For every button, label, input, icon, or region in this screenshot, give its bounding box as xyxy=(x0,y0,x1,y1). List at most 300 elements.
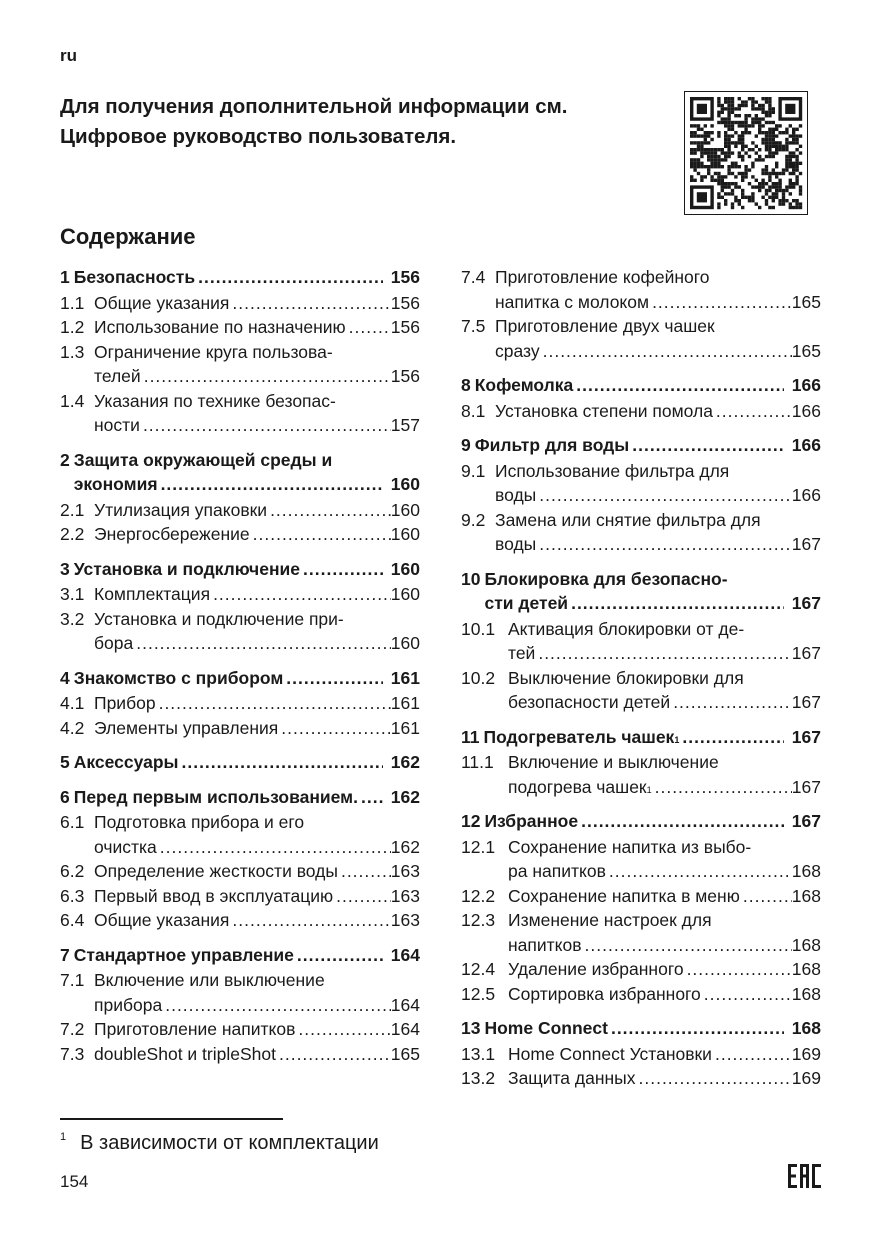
toc-entry-text: Аксессуары xyxy=(73,752,179,772)
toc-entry[interactable] xyxy=(60,340,420,389)
toc-page-number: 165 xyxy=(791,340,821,361)
intro-line-2: Цифровое руководство пользователя. xyxy=(60,125,457,148)
leader-dots xyxy=(283,666,383,691)
toc-section xyxy=(60,785,420,933)
leader-dots xyxy=(229,291,390,316)
toc-entry-line xyxy=(508,859,821,884)
toc-section xyxy=(461,373,821,423)
leader-dots xyxy=(346,315,391,340)
toc-entry-number: 11 xyxy=(461,726,480,747)
toc-entry-line xyxy=(74,265,420,290)
toc-left-column xyxy=(60,265,420,1076)
toc-entry-line xyxy=(508,750,821,775)
toc-entry-title xyxy=(74,666,420,691)
leader-dots xyxy=(582,933,792,958)
toc-section xyxy=(461,567,821,715)
leader-dots xyxy=(338,859,391,884)
toc-entry-number: 9 xyxy=(461,435,471,455)
toc-entry[interactable] xyxy=(60,498,420,523)
leader-dots xyxy=(229,908,390,933)
toc-entry-text: сразу xyxy=(495,340,540,361)
toc-entry[interactable] xyxy=(60,968,420,1017)
toc-section xyxy=(461,809,821,1006)
toc-entry-text: Использование по назначению xyxy=(94,317,346,337)
toc-entry-number: 10.1 xyxy=(461,618,496,639)
toc-entry[interactable] xyxy=(60,1017,420,1042)
toc-entry-text: Использование фильтра для xyxy=(495,460,730,481)
toc-entry-title xyxy=(94,315,420,340)
toc-section xyxy=(461,725,821,800)
toc-entry-title xyxy=(484,725,822,750)
toc-chapter[interactable] xyxy=(461,1016,821,1041)
leader-dots xyxy=(294,943,383,968)
page-number: 154 xyxy=(60,1172,89,1191)
toc-entry-title xyxy=(508,617,821,666)
toc-entry-text: Замена или снятие фильтра для xyxy=(495,509,761,530)
toc-page-number: 160 xyxy=(390,584,420,604)
toc-entry-number: 5 xyxy=(60,752,70,772)
toc-entry-number: 12.1 xyxy=(461,836,496,857)
toc-entry-text: Перед первым использованием. xyxy=(73,786,358,807)
toc-page-number: 165 xyxy=(390,1043,420,1064)
toc-page-number: 165 xyxy=(791,291,821,312)
toc-entry-title xyxy=(475,373,821,398)
toc-entry-text: Фильтр для воды xyxy=(474,435,630,455)
toc-entry-title xyxy=(94,716,420,741)
toc-entry-number: 12.3 xyxy=(461,910,496,930)
toc-page-number: 156 xyxy=(390,267,420,287)
toc-entry-line xyxy=(74,448,420,473)
toc-entry[interactable] xyxy=(461,1042,821,1067)
toc-section xyxy=(60,448,420,547)
toc-entry-line xyxy=(508,908,821,933)
footnote xyxy=(60,1131,379,1155)
toc-entry-text: экономия xyxy=(73,474,158,494)
toc-entry-title xyxy=(508,1066,821,1091)
toc-page-number: 168 xyxy=(791,959,821,979)
toc-page-number: 163 xyxy=(390,910,420,930)
toc-entry[interactable] xyxy=(461,750,821,799)
toc-entry-line xyxy=(94,315,420,340)
toc-page-number: 160 xyxy=(390,499,420,520)
toc-entry-line xyxy=(484,567,821,592)
toc-entry-title xyxy=(94,340,420,389)
toc-entry-line xyxy=(74,943,420,968)
toc-entry-line xyxy=(508,1042,821,1067)
language-label: ru xyxy=(60,46,77,65)
toc-page-number: 168 xyxy=(791,934,821,955)
toc-entry-number: 6.3 xyxy=(60,885,85,906)
toc-page-number: 167 xyxy=(791,811,821,831)
toc-entry[interactable] xyxy=(461,835,821,884)
toc-entry[interactable] xyxy=(60,908,420,933)
leader-dots xyxy=(606,859,792,884)
toc-chapter[interactable] xyxy=(461,373,821,398)
toc-entry[interactable] xyxy=(60,884,420,909)
toc-entry-line xyxy=(495,459,821,484)
toc-entry[interactable] xyxy=(461,908,821,957)
toc-entry-text: Сохранение напитка из выбо- xyxy=(508,836,752,857)
toc-entry-title xyxy=(484,567,821,616)
toc-entry-title xyxy=(94,968,420,1017)
toc-entry-line xyxy=(508,666,821,691)
toc-entry[interactable] xyxy=(60,716,420,741)
toc-entry-line xyxy=(94,993,420,1018)
toc-entry-line xyxy=(495,532,821,557)
toc-page-number: 162 xyxy=(390,836,420,857)
toc-entry-text: Установка и подключение xyxy=(73,558,301,579)
toc-entry-line: Подогреватель чашек 1 ..... 167 xyxy=(484,725,822,750)
toc-entry[interactable] xyxy=(60,291,420,316)
intro-line-1: Для получения дополнительной информации см. xyxy=(60,95,568,118)
toc-entry-title xyxy=(74,265,420,290)
toc-entry-text: воды xyxy=(495,485,537,505)
toc-entry-number: 7 xyxy=(60,944,70,965)
toc-entry[interactable] xyxy=(60,607,420,656)
toc-page-number: 168 xyxy=(791,861,821,881)
toc-entry-text: Включение или выключение xyxy=(94,970,325,990)
toc-entry[interactable] xyxy=(60,810,420,859)
toc-entry-text: прибора xyxy=(94,994,163,1015)
toc-entry[interactable] xyxy=(60,691,420,716)
toc-page-number: 166 xyxy=(791,375,821,395)
toc-entry[interactable] xyxy=(60,582,420,607)
toc-entry-title xyxy=(94,498,420,523)
toc-entry[interactable] xyxy=(60,1042,420,1067)
toc-entry-text: Приготовление напитков xyxy=(94,1019,296,1039)
toc-entry-text: Изменение настроек для xyxy=(508,910,712,930)
leader-dots xyxy=(701,982,792,1007)
toc-entry[interactable] xyxy=(461,617,821,666)
leader-dots xyxy=(178,750,382,775)
toc-page-number: 168 xyxy=(791,983,821,1004)
leader-dots xyxy=(540,339,792,364)
toc-entry-title xyxy=(508,908,821,957)
toc-chapter[interactable] xyxy=(461,725,821,750)
toc-chapter[interactable] xyxy=(461,809,821,834)
toc-entry-line xyxy=(94,522,420,547)
toc-entry-text: Home Connect xyxy=(484,1018,608,1038)
toc-entry-number: 1.2 xyxy=(60,317,85,337)
toc-chapter[interactable] xyxy=(60,785,420,810)
toc-entry-number: 7.1 xyxy=(60,970,85,990)
toc-entry[interactable] xyxy=(461,884,821,909)
toc-entry-number: 10 xyxy=(461,568,481,589)
toc-page-number: 167 xyxy=(791,726,821,747)
toc-entry-title xyxy=(508,957,821,982)
toc-section xyxy=(461,265,821,363)
toc-page-number: 162 xyxy=(390,752,420,772)
toc-chapter[interactable] xyxy=(461,433,821,458)
toc-entry[interactable] xyxy=(461,957,821,982)
leader-dots xyxy=(608,1016,784,1041)
toc-entry-number: 12.2 xyxy=(461,885,496,906)
toc-entry-line xyxy=(508,835,821,860)
toc-section xyxy=(60,943,420,1067)
toc-chapter[interactable] xyxy=(60,265,420,290)
toc-entry-title xyxy=(94,859,420,884)
toc-entry-title xyxy=(508,1042,821,1067)
toc-entry-number: 6.2 xyxy=(60,861,85,881)
leader-dots xyxy=(536,483,792,508)
toc-entry-number: 2.1 xyxy=(60,499,85,520)
toc-page-number: 160 xyxy=(390,474,420,494)
toc-entry-line xyxy=(508,933,821,958)
toc-entry-line xyxy=(94,884,420,909)
toc-entry-number: 12.5 xyxy=(461,983,496,1004)
toc-entry-text: doubleShot и tripleShot xyxy=(94,1043,276,1064)
toc-entry-number: 1.3 xyxy=(60,341,85,362)
toc-entry-line xyxy=(495,314,821,339)
toc-entry-text: Сохранение напитка в меню xyxy=(508,885,740,906)
toc-entry-number: 12 xyxy=(461,811,481,831)
toc-entry-title xyxy=(495,508,821,557)
toc-entry[interactable] xyxy=(461,265,821,314)
toc-entry-line xyxy=(94,291,420,316)
toc-entry-text: Комплектация xyxy=(94,584,211,604)
toc-section xyxy=(461,433,821,557)
toc-entry-number: 3.1 xyxy=(60,584,85,604)
toc-page-number: 160 xyxy=(390,558,420,579)
toc-chapter[interactable] xyxy=(60,943,420,968)
toc-entry-number: 13 xyxy=(461,1018,481,1038)
toc-entry-number: 13.1 xyxy=(461,1043,496,1064)
toc-entry[interactable] xyxy=(60,859,420,884)
toc-section xyxy=(60,750,420,775)
toc-entry[interactable] xyxy=(461,1066,821,1091)
toc-page-number: 167 xyxy=(791,776,821,797)
toc-entry-text: Избранное xyxy=(484,811,579,831)
toc-entry-title xyxy=(94,691,420,716)
toc-entry-title xyxy=(475,433,821,458)
toc-entry-text: Включение и выключение xyxy=(508,752,719,772)
toc-entry-text: Кофемолка xyxy=(474,375,574,395)
leader-dots xyxy=(358,785,383,810)
toc-entry-title xyxy=(495,459,821,508)
toc-entry-number: 8 xyxy=(461,375,471,395)
toc-entry-title xyxy=(94,810,420,859)
toc-entry-title xyxy=(74,750,420,775)
toc-entry-text: Прибор xyxy=(94,693,156,713)
toc-entry-number: 7.2 xyxy=(60,1019,85,1039)
toc-entry-line xyxy=(94,859,420,884)
toc-page-number: 166 xyxy=(791,400,821,421)
leader-dots xyxy=(652,775,792,800)
toc-entry-line xyxy=(94,716,420,741)
toc-entry-text: Подготовка прибора и его xyxy=(94,812,305,832)
toc-entry-title xyxy=(495,399,821,424)
toc-entry-text: сти детей xyxy=(484,593,569,613)
toc-entry-line xyxy=(74,785,420,810)
leader-dots xyxy=(195,265,383,290)
leader-dots xyxy=(649,290,792,315)
toc-entry-text: Сортировка избранного xyxy=(508,983,701,1004)
toc-entry-line xyxy=(94,631,420,656)
toc-entry-text: Защита данных xyxy=(508,1068,636,1088)
toc-entry-title xyxy=(74,785,420,810)
toc-entry-text: Установка и подключение при- xyxy=(94,608,344,629)
leader-dots xyxy=(133,631,391,656)
toc-chapter[interactable] xyxy=(60,750,420,775)
toc-page-number: 164 xyxy=(390,994,420,1015)
toc-page-number: 162 xyxy=(390,786,420,807)
toc-entry-text: Активация блокировки от де- xyxy=(508,618,745,639)
toc-chapter[interactable] xyxy=(60,448,420,497)
toc-entry-number: 1 xyxy=(60,267,70,287)
toc-entry-line xyxy=(508,690,821,715)
toc-entry-line xyxy=(495,290,821,315)
toc-entry-title xyxy=(74,557,420,582)
toc-entry-line xyxy=(74,666,420,691)
toc-entry-text: Энергосбережение xyxy=(94,524,250,544)
toc-entry-number: 11.1 xyxy=(461,752,494,772)
toc-entry-number: 1.4 xyxy=(60,390,85,411)
toc-entry-line xyxy=(94,835,420,860)
toc-entry-text: Выключение блокировки для xyxy=(508,667,744,688)
toc-page-number: 167 xyxy=(791,593,821,613)
toc-entry-line xyxy=(484,591,821,616)
intro-heading xyxy=(60,92,660,152)
toc-chapter[interactable] xyxy=(60,557,420,582)
toc-entry-number: 3 xyxy=(60,558,70,579)
toc-entry-line xyxy=(94,968,420,993)
toc-entry-text: Общие указания xyxy=(94,292,230,313)
toc-entry-line xyxy=(94,908,420,933)
toc-entry[interactable] xyxy=(461,399,821,424)
toc-page-number: 167 xyxy=(791,692,821,712)
toc-page-number: 163 xyxy=(390,861,420,881)
leader-dots xyxy=(670,690,792,715)
footnote-mark: 1 xyxy=(60,1131,67,1143)
toc-entry-title xyxy=(94,389,420,438)
toc-entry-line xyxy=(484,1016,821,1041)
toc-entry-title xyxy=(484,809,821,834)
qr-code-icon[interactable] xyxy=(684,91,808,215)
toc-entry-text: Первый ввод в эксплуатацию xyxy=(94,885,334,906)
toc-page-number: 169 xyxy=(791,1068,821,1088)
toc-entry-number: 9.2 xyxy=(461,509,486,530)
toc-entry-line xyxy=(508,617,821,642)
toc-entry-text: Блокировка для безопасно- xyxy=(484,568,728,589)
toc-entry-line xyxy=(484,809,821,834)
toc-entry-line xyxy=(495,483,821,508)
toc-entry[interactable] xyxy=(461,982,821,1007)
leader-dots xyxy=(629,433,784,458)
leader-dots xyxy=(333,884,391,909)
toc-entry[interactable] xyxy=(60,522,420,547)
toc-page-number: 163 xyxy=(390,885,420,906)
toc-entry-number: 4.1 xyxy=(60,693,85,713)
toc-entry-title xyxy=(94,582,420,607)
toc-entry-text: тей xyxy=(508,643,536,663)
toc-entry-text: Приготовление кофейного xyxy=(495,267,710,287)
toc-entry-title xyxy=(508,666,821,715)
toc-entry-number: 1.1 xyxy=(60,292,85,313)
toc-entry-title xyxy=(94,291,420,316)
toc-entry-text: бора xyxy=(94,633,134,653)
toc-section xyxy=(60,265,420,438)
toc-entry-title xyxy=(94,522,420,547)
toc-chapter[interactable] xyxy=(60,666,420,691)
toc-page-number: 168 xyxy=(791,1018,821,1038)
toc-entry-text: напитка с молоком xyxy=(495,291,650,312)
toc-entry-line xyxy=(508,884,821,909)
toc-entry-text: Безопасность xyxy=(73,267,196,287)
toc-entry[interactable] xyxy=(60,315,420,340)
footnote-divider xyxy=(60,1118,283,1120)
leader-dots xyxy=(713,399,792,424)
toc-entry-text: Указания по технике безопас- xyxy=(94,390,336,411)
leader-dots xyxy=(210,582,391,607)
toc-entry-title xyxy=(495,265,821,314)
toc-entry-title xyxy=(508,982,821,1007)
toc-entry-text: Удаление избранного xyxy=(508,959,684,979)
leader-dots xyxy=(578,809,784,834)
leader-dots xyxy=(679,725,783,750)
toc-entry-line xyxy=(508,957,821,982)
toc-entry-number: 8.1 xyxy=(461,400,486,421)
toc-page-number: 168 xyxy=(791,885,821,906)
toc-entry-text: Стандартное управление xyxy=(73,944,294,965)
toc-entry-text: Приготовление двух чашек xyxy=(495,316,715,336)
footnote-text: В зависимости от комплектации xyxy=(80,1132,379,1154)
leader-dots xyxy=(573,373,784,398)
leader-dots xyxy=(267,498,391,523)
toc-entry-line xyxy=(495,399,821,424)
toc-entry-title xyxy=(484,1016,821,1041)
toc-entry-title xyxy=(94,884,420,909)
toc-chapter[interactable] xyxy=(461,567,821,616)
toc-page-number: 164 xyxy=(390,1019,420,1039)
toc-entry-text: Установка степени помола xyxy=(495,400,713,421)
eac-mark-icon xyxy=(788,1164,821,1188)
leader-dots xyxy=(140,413,391,438)
toc-page-number: 166 xyxy=(791,435,821,455)
toc-entry-line xyxy=(94,691,420,716)
toc-entry[interactable] xyxy=(461,666,821,715)
toc-entry-text: Ограничение круга пользова- xyxy=(94,341,333,362)
toc-entry[interactable] xyxy=(60,389,420,438)
toc-entry-line xyxy=(495,339,821,364)
toc-entry[interactable] xyxy=(461,314,821,363)
leader-dots xyxy=(636,1066,792,1091)
toc-entry-number: 2 xyxy=(60,449,70,470)
toc-entry-number: 2.2 xyxy=(60,524,85,544)
toc-entry-title xyxy=(94,908,420,933)
toc-entry-title xyxy=(74,943,420,968)
toc-entry[interactable] xyxy=(461,508,821,557)
toc-entry-text: напитков xyxy=(508,934,582,955)
toc-page-number: 161 xyxy=(390,667,420,688)
toc-entry-text: очистка xyxy=(94,836,157,857)
leader-dots xyxy=(740,884,792,909)
toc-entry-line xyxy=(94,1042,420,1067)
toc-entry[interactable] xyxy=(461,459,821,508)
toc-section xyxy=(461,1016,821,1091)
toc-entry-number: 4.2 xyxy=(60,717,85,738)
toc-entry-title xyxy=(508,884,821,909)
leader-dots xyxy=(141,364,391,389)
leader-dots xyxy=(278,716,391,741)
toc-entry-number: 9.1 xyxy=(461,460,486,481)
toc-entry-title xyxy=(508,750,821,799)
leader-dots xyxy=(536,532,792,557)
toc-entry-text: Определение жесткости воды xyxy=(94,861,338,881)
leader-dots xyxy=(157,835,391,860)
toc-entry-text: подогрева чашек xyxy=(508,776,647,797)
toc-entry-text: ра напитков xyxy=(508,861,606,881)
toc-entry-number: 10.2 xyxy=(461,667,496,688)
